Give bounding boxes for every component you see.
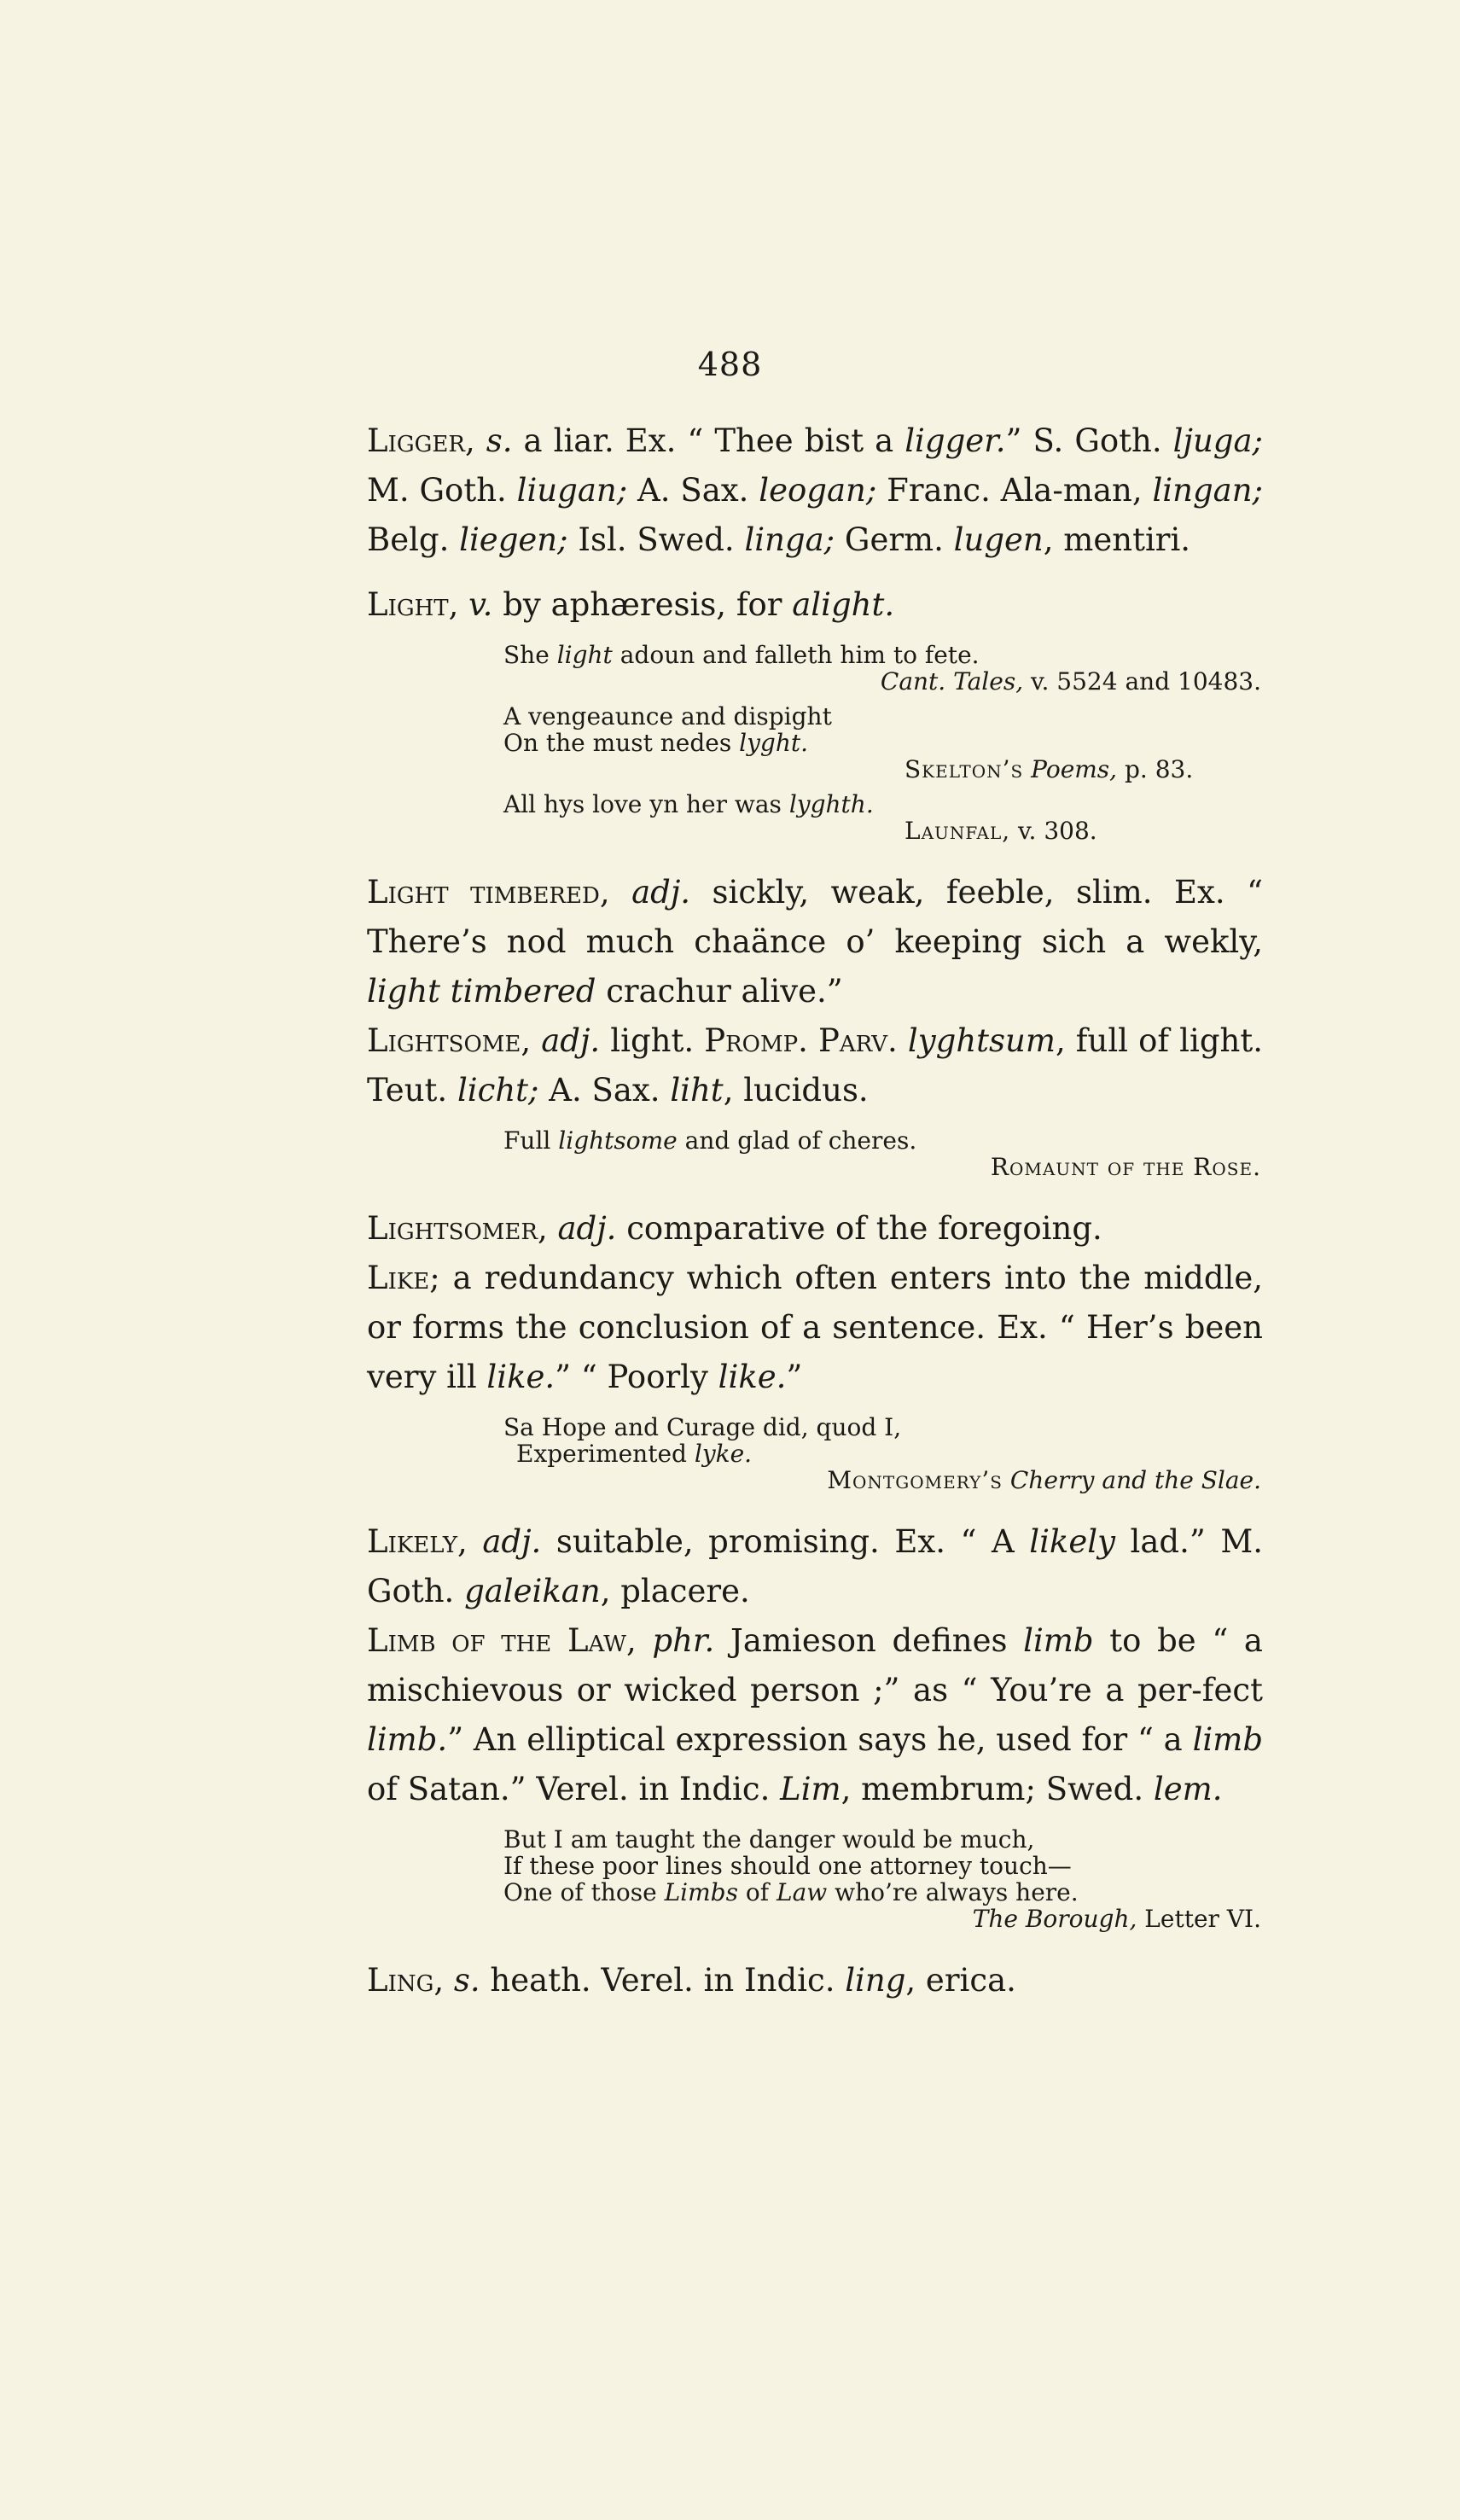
entry-light-timbered: Light timbered, adj. sickly, weak, feeble, slim. Ex. “ There’s nod much chaänce o’ keeping sich a wekly, light timbered crachur alive.” bbox=[367, 874, 1264, 1010]
quote-line: On the must nedes lyght. bbox=[503, 729, 809, 757]
quote-line: Experimented lyke. bbox=[516, 1440, 753, 1468]
quote-line: A vengeaunce and dispight bbox=[503, 702, 832, 730]
quote-line: But I am taught the danger would be much, bbox=[503, 1825, 1035, 1854]
headword-likely: Likely bbox=[367, 1523, 458, 1560]
headword-lightsome: Lightsome bbox=[367, 1022, 521, 1059]
quote-line: Sa Hope and Curage did, quod I, bbox=[503, 1413, 902, 1441]
entry-like: Like; a redundancy which often enters into the middle, or forms the conclusion of a sentence. Ex. “ Her’s been very ill like.” “ Poorly like.” bbox=[367, 1260, 1263, 1395]
headword-light: Light bbox=[367, 586, 449, 623]
headword-limb-of-the-law: Limb of the Law bbox=[367, 1622, 626, 1659]
page-number: 488 bbox=[697, 346, 763, 383]
quote-source: The Borough, Letter VI. bbox=[972, 1905, 1261, 1933]
entry-light: Light, v. by aphæresis, for alight. bbox=[367, 586, 895, 623]
quote-line: If these poor lines should one attorney touch— bbox=[503, 1852, 1072, 1880]
quote-block-lightsome bbox=[367, 1127, 1263, 1180]
headword-lightsomer: Lightsomer bbox=[367, 1210, 538, 1247]
quote-source: Skelton’s Poems, p. 83. bbox=[905, 755, 1194, 783]
entry-likely: Likely, adj. suitable, promising. Ex. “ A likely lad.” M. Goth. galeikan, placere. bbox=[367, 1523, 1263, 1609]
quote-line: One of those Limbs of Law who’re always here. bbox=[503, 1878, 1079, 1906]
entry-limb-of-the-law: Limb of the Law, phr. Jamieson defines limb to be “ a mischievous or wicked person ;” as “ You’re a per-fect limb.” An elliptical expression says he, used for “ a limb of Satan.” Verel. in Indic. Lim, membrum; Swed. lem. bbox=[367, 1622, 1263, 1807]
entry-lightsome: Lightsome, adj. light. Promp. Parv. lyghtsum, full of light. Teut. licht; A. Sax. liht, lucidus. bbox=[367, 1022, 1263, 1109]
entry-ligger: Ligger, s. a liar. Ex. “ Thee bist a ligger.” S. Goth. ljuga; M. Goth. liugan; A. Sax. leogan; Franc. Ala-man, lingan; Belg. liegen; Isl. Swed. linga; Germ. lugen, mentiri. bbox=[367, 422, 1264, 558]
quote-block-limb bbox=[367, 1826, 1263, 1932]
headword-ligger: Ligger bbox=[367, 422, 465, 459]
quote-line: All hys love yn her was lyghth. bbox=[503, 790, 874, 818]
quote-line: She light adoun and falleth him to fete. bbox=[503, 641, 980, 669]
quote-source: Launfal, v. 308. bbox=[905, 817, 1097, 845]
quote-source: Romaunt of the Rose. bbox=[990, 1153, 1261, 1181]
entry-ling: Ling, s. heath. Verel. in Indic. ling, erica. bbox=[367, 1962, 1016, 1999]
quote-block-light bbox=[367, 642, 1263, 844]
dictionary-text bbox=[367, 416, 1263, 2005]
headword-like: Like bbox=[367, 1260, 430, 1296]
quote-source: Montgomery’s Cherry and the Slae. bbox=[827, 1466, 1261, 1494]
quote-source: Cant. Tales, v. 5524 and 10483. bbox=[880, 667, 1261, 695]
quote-block-like bbox=[367, 1414, 1263, 1493]
quote-line: Full lightsome and glad of cheres. bbox=[503, 1126, 917, 1155]
headword-ling: Ling bbox=[367, 1962, 434, 1999]
entry-lightsomer: Lightsomer, adj. comparative of the foregoing. bbox=[367, 1210, 1102, 1247]
headword-light-timbered: Light timbered bbox=[367, 874, 600, 911]
